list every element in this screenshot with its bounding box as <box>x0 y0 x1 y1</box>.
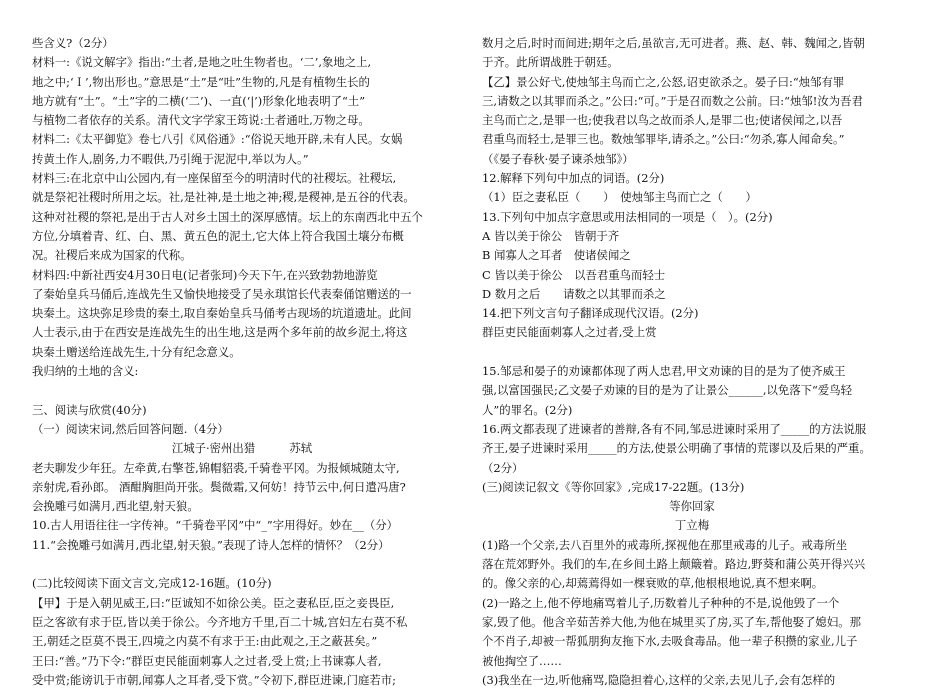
right-text-line: 三,请数之以其罪而杀之。”公曰:“可。”于是召而数之公前。曰:“烛邹!汝为吾君 <box>482 93 863 108</box>
left-text-line: 地方就有“土”。“土”字的二横(‘二’)、一直(‘|’)形象化地表明了“土” <box>32 93 366 108</box>
right-text-line: 家,毁了他。他含辛茹苦养大他,为他在城里买了房,买了车,帮他娶了媳妇。那 <box>482 614 861 629</box>
left-text-line: 11.“会挽雕弓如满月,西北望,射天狼。”表现了诗人怎样的情怀？（2分） <box>32 537 390 552</box>
right-text-line: B 闻寡人之耳者 使诸侯闻之 <box>482 248 631 263</box>
left-text-line: 块秦土赠送给连战先生,十分有纪念意义。 <box>32 344 241 359</box>
right-text-line: D 数月之后 请数之以其罪而杀之 <box>482 286 666 301</box>
left-text-line: （一）阅读宋词,然后回答问题.（4分） <box>32 421 229 436</box>
left-text-line: 些含义?（2分） <box>32 36 114 50</box>
left-text-line: 材料二:《太平御览》卷七八引《风俗通》:“俗说天地开辟,未有人民。女娲 <box>32 132 403 147</box>
left-text-line: 抟黄土作人,剧务,力不暇供,乃引绳于泥泥中,举以为人。” <box>32 151 309 166</box>
right-text-line: 丁立梅 <box>674 518 710 533</box>
right-text-line: A 皆以美于徐公 皆朝于齐 <box>482 228 620 243</box>
left-text-line: 王,朝廷之臣莫不畏王,四境之内莫不有求于王:由此观之,王之蔽甚矣。” <box>32 634 378 649</box>
right-text-line: C 皆以美于徐公 以吾君重鸟而轻士 <box>482 267 666 282</box>
left-text-line: 王曰:“善。”乃下令:“群臣吏民能面刺寡人之过者,受上赏;上书谏寡人者, <box>32 653 382 668</box>
left-text-line: 方位,分填着青、红、白、黑、黄五色的泥土,它大体上符合我国土壤分布概 <box>32 228 404 243</box>
left-text-line <box>32 381 452 400</box>
right-text-line: 齐王,晏子进谏时采用_____的方法,使景公明确了事情的荒谬以及后果的严重。 <box>482 441 871 456</box>
right-text-line: 强,以富国强民;乙文晏子劝谏的目的是为了让景公______,以免落下“爱鸟轻 <box>482 383 853 398</box>
right-text-line <box>482 343 902 362</box>
right-text-line: （1）臣之妻私臣（ ） 使烛邹主鸟而亡之（ ） <box>482 190 757 205</box>
right-text-line: 数月之后,时时而间进;期年之后,虽欲言,无可进者。燕、赵、韩、魏闻之,皆朝 <box>482 36 865 50</box>
right-text-line: 人”的罪名。(2分) <box>482 402 573 417</box>
left-text-line: 我归纳的土地的含义: <box>32 364 139 379</box>
right-text-line: 等你回家 <box>669 499 715 514</box>
left-text-line: 这种对社稷的祭祀,是出于古人对乡土国土的深厚感情。坛上的东南西北中五个 <box>32 209 423 224</box>
left-text-line: 块秦土。这块弥足珍贵的秦土,取自秦始皇兵马俑考古现场的坑道遗址。此间 <box>32 306 412 321</box>
right-text-line: 于齐。此所谓战胜于朝廷。 <box>482 55 619 70</box>
right-text-line: 群臣吏民能面刺寡人之过者,受上赏 <box>482 325 657 340</box>
right-text-line: 个不肖子,却被一帮狐朋狗友拖下水,去吸食毒品。他一辈子积攒的家业,儿子 <box>482 634 858 649</box>
right-text-line: 16.两文都表现了进谏者的善辩,各有不同,邹忌进谏时采用了_____的方法说服 <box>482 421 867 436</box>
left-text-line: 老夫聊发少年狂。左牵黄,右擎苍,锦帽貂裘,千骑卷平冈。为报倾城随太守, <box>32 460 400 475</box>
right-text-line: （2分） <box>482 460 524 475</box>
right-text-line: 被他掏空了…… <box>482 653 562 668</box>
right-text-line: 14.把下列文言句子翻译成现代汉语。(2分) <box>482 306 699 321</box>
left-text-line: 材料三:在北京中山公园内,有一座保留至今的明清时代的社稷坛。社稷坛, <box>32 171 397 186</box>
right-text-line: （《晏子春秋·晏子谏杀烛邹》） <box>482 151 634 166</box>
left-text-line: 【甲】于是入朝见威王,曰:“臣诚知不如徐公美。臣之妻私臣,臣之妾畏臣, <box>32 595 395 610</box>
right-text-line: 15.邹忌和晏子的劝谏都体现了两人忠君,甲文劝谏的目的是为了使齐威王 <box>482 364 846 379</box>
right-text-line: 12.解释下列句中加点的词语。(2分) <box>482 171 665 186</box>
left-text-line: 地之中;‘Ｉ’,物出形也。”意思是“土”是“吐”生物的,凡是有植物生长的 <box>32 74 370 89</box>
left-text-line: 会挽雕弓如满月,西北望,射天狼。 <box>32 499 199 514</box>
left-text-line: 10.古人用语往往一字传神。“千骑卷平冈”中“_”字用得好。妙在__（分） <box>32 518 399 533</box>
right-text-line: (三)阅读记叙文《等你回家》,完成17-22题。(13分) <box>482 479 745 494</box>
right-text-line: 【乙】景公好弋,使烛邹主鸟而亡之,公怒,诏吏欲杀之。晏子曰:“烛邹有罪 <box>482 74 845 89</box>
right-text-line: (3)我坐在一边,听他痛骂,隐隐担着心,这样的父亲,去见儿子,会有怎样的 <box>482 672 836 687</box>
right-text-line: 的。像父亲的心,却蔫蔫得如一棵衰败的草,他根根地说,真不想来啊。 <box>482 576 824 591</box>
left-text-line <box>32 555 452 574</box>
right-text-line: (1)路一个父亲,去八百里外的戒毒所,探视他在那里戒毒的儿子。戒毒所坐 <box>482 537 848 552</box>
left-text-line: 了秦始皇兵马俑后,连战先生又愉快地接受了吴永琪馆长代表秦俑馆赠送的一 <box>32 286 412 301</box>
left-text-line: 臣之客欲有求于臣,皆以美于徐公。今齐地方千里,百二十城,宫妇左右莫不私 <box>32 614 408 629</box>
left-text-line: 材料一:《说文解字》指出:“土者,是地之吐生物者也。‘二’,象地之上, <box>32 55 372 70</box>
left-text-line: 材料四:中新社西安4月30日电(记者张珂)今天下午,在兴致勃勃地游览 <box>32 267 378 282</box>
left-text-line: 江城子·密州出猎 苏轼 <box>171 441 313 456</box>
left-text-line: (二)比较阅读下面文言文,完成12-16题。(10分) <box>32 576 272 591</box>
right-text-line: 13.下列句中加点字意思或用法相同的一项是（ ）。(2分) <box>482 209 773 224</box>
left-text-line: 就是祭祀社稷时所用之坛。社,是社神,是土地之神;稷,是稷神,是五谷的代表。 <box>32 190 415 205</box>
left-text-line: 与植物二者依存的关系。清代文字学家王筠说:土者通吐,万物之母。 <box>32 113 370 128</box>
left-text-line: 人士表示,由于在西安是连战先生的出生地,这是两个多年前的故乡泥土,将这 <box>32 325 408 340</box>
left-text-line: 况。社稷后来成为国家的代称。 <box>32 248 192 263</box>
right-text-line: (2)一路之上,他不停地痛骂着儿子,历数着儿子种种的不是,说他毁了一个 <box>482 595 840 610</box>
left-column <box>32 34 452 690</box>
left-text-line: 三、阅读与欣赏(40分) <box>32 402 147 417</box>
right-text-line: 君重鸟而轻士,是罪三也。数烛邹罪毕,请杀之。”公曰:“勿杀,寡人闻命矣。” <box>482 132 845 147</box>
right-text-line: 落在荒郊野外。我们的车,在乡间土路上颠簸着。路边,野葵和蒲公英开得兴兴 <box>482 557 866 572</box>
left-text-line: 亲射虎,看孙郎。 酒酣胸胆尚开张。鬓微霜,又何妨！持节云中,何日遣冯唐? <box>32 479 406 494</box>
left-text-line: 受中赏;能谤讥于市朝,闻寡人之耳者,受下赏。”令初下,群臣进谏,门庭若市; <box>32 672 397 687</box>
right-column <box>482 34 902 690</box>
right-text-line: 主鸟而亡之,是罪一也;使我君以鸟之故而杀人,是罪二也;使诸侯闻之,以吾 <box>482 113 843 128</box>
